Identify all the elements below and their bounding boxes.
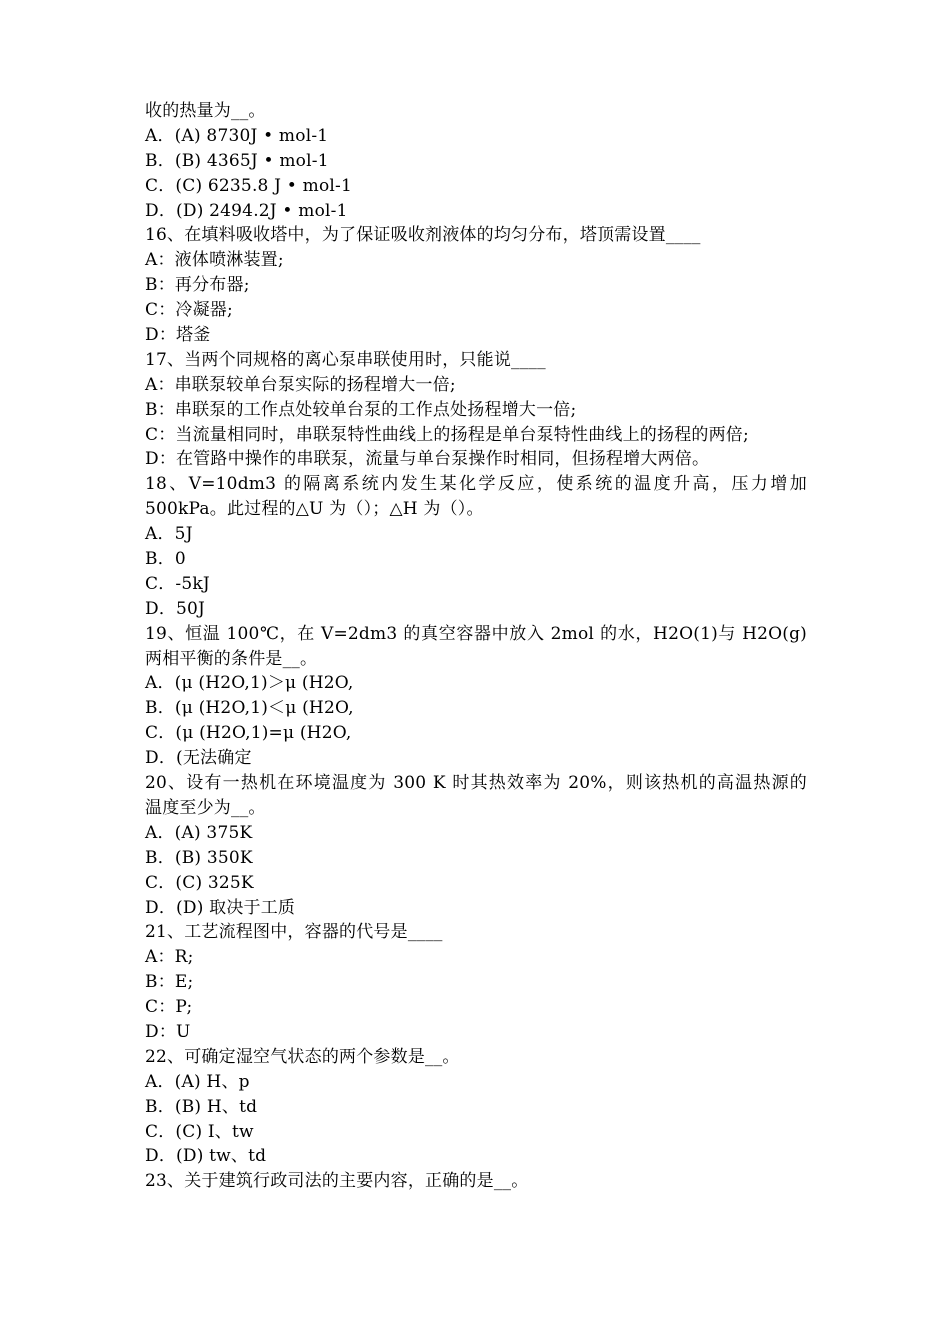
question-text: 17、当两个同规格的离心泵串联使用时，只能说____ <box>145 349 546 370</box>
question-text: 16、在填料吸收塔中，为了保证吸收剂液体的均匀分布，塔顶需设置____ <box>145 225 701 246</box>
answer-option: D．(无法确定 <box>145 748 252 769</box>
answer-option: B．(B) 4365J • mol-1 <box>145 150 329 171</box>
answer-option: D：U <box>145 1021 191 1042</box>
question-text: 19、恒温 100℃，在 V=2dm3 的真空容器中放入 2mol 的水，H2O(1)与 H2O(g) <box>145 623 807 644</box>
answer-option: A：串联泵较单台泵实际的扬程增大一倍; <box>145 374 456 395</box>
answer-option: B：E; <box>145 972 194 993</box>
answer-option: D：塔釜 <box>145 325 211 346</box>
answer-option: C．-5kJ <box>145 573 210 594</box>
answer-option: B．(B) 350K <box>145 847 253 868</box>
answer-option: B：再分布器; <box>145 275 250 296</box>
answer-option: B：串联泵的工作点处较单台泵的工作点处扬程增大一倍; <box>145 399 577 420</box>
answer-option: A．(A) H、p <box>145 1071 250 1092</box>
answer-option: C．(C) 6235.8 J • mol-1 <box>145 175 352 196</box>
answer-option: D：在管路中操作的串联泵，流量与单台泵操作时相同，但扬程增大两倍。 <box>145 449 710 470</box>
question-text: 18、V=10dm3 的隔离系统内发生某化学反应，使系统的温度升高，压力增加 <box>145 474 807 495</box>
answer-option: A：液体喷淋装置; <box>145 250 284 271</box>
answer-option: D．(D) 取决于工质 <box>145 897 296 918</box>
document-page <box>145 99 810 1194</box>
answer-option: B．(μ (H2O,1)＜μ (H2O, <box>145 698 354 719</box>
answer-option: C．(C) I、tw <box>145 1121 254 1142</box>
answer-option: A．(A) 8730J • mol-1 <box>145 125 329 146</box>
question-text-continued: 温度至少为__。 <box>145 797 266 818</box>
question-text: 20、设有一热机在环境温度为 300 K 时其热效率为 20%，则该热机的高温热源的 <box>145 773 807 794</box>
answer-option: C：冷凝器; <box>145 300 233 321</box>
answer-option: D．(D) tw、td <box>145 1146 267 1167</box>
question-text-continued: 两相平衡的条件是__。 <box>145 648 318 669</box>
answer-option: C：P; <box>145 997 193 1018</box>
answer-option: C：当流量相同时，串联泵特性曲线上的扬程是单台泵特性曲线上的扬程的两倍; <box>145 424 749 445</box>
question-text: 21、工艺流程图中，容器的代号是____ <box>145 922 443 943</box>
answer-option: D．50J <box>145 598 206 619</box>
answer-option: B．0 <box>145 549 186 570</box>
answer-option: D．(D) 2494.2J • mol-1 <box>145 200 348 221</box>
answer-option: A：R; <box>145 947 194 968</box>
question-text-continued: 收的热量为__。 <box>145 101 266 121</box>
answer-option: A．(A) 375K <box>145 822 253 843</box>
answer-option: B．(B) H、td <box>145 1096 258 1117</box>
question-text-continued: 500kPa。此过程的△U 为（）；△H 为（）。 <box>145 499 484 520</box>
question-text: 22、可确定湿空气状态的两个参数是__。 <box>145 1046 460 1067</box>
question-text: 23、关于建筑行政司法的主要内容，正确的是__。 <box>145 1171 529 1192</box>
answer-option: C．(μ (H2O,1)=μ (H2O, <box>145 723 352 744</box>
answer-option: A．5J <box>145 524 193 545</box>
answer-option: C．(C) 325K <box>145 872 254 893</box>
answer-option: A．(μ (H2O,1)＞μ (H2O, <box>145 673 354 694</box>
